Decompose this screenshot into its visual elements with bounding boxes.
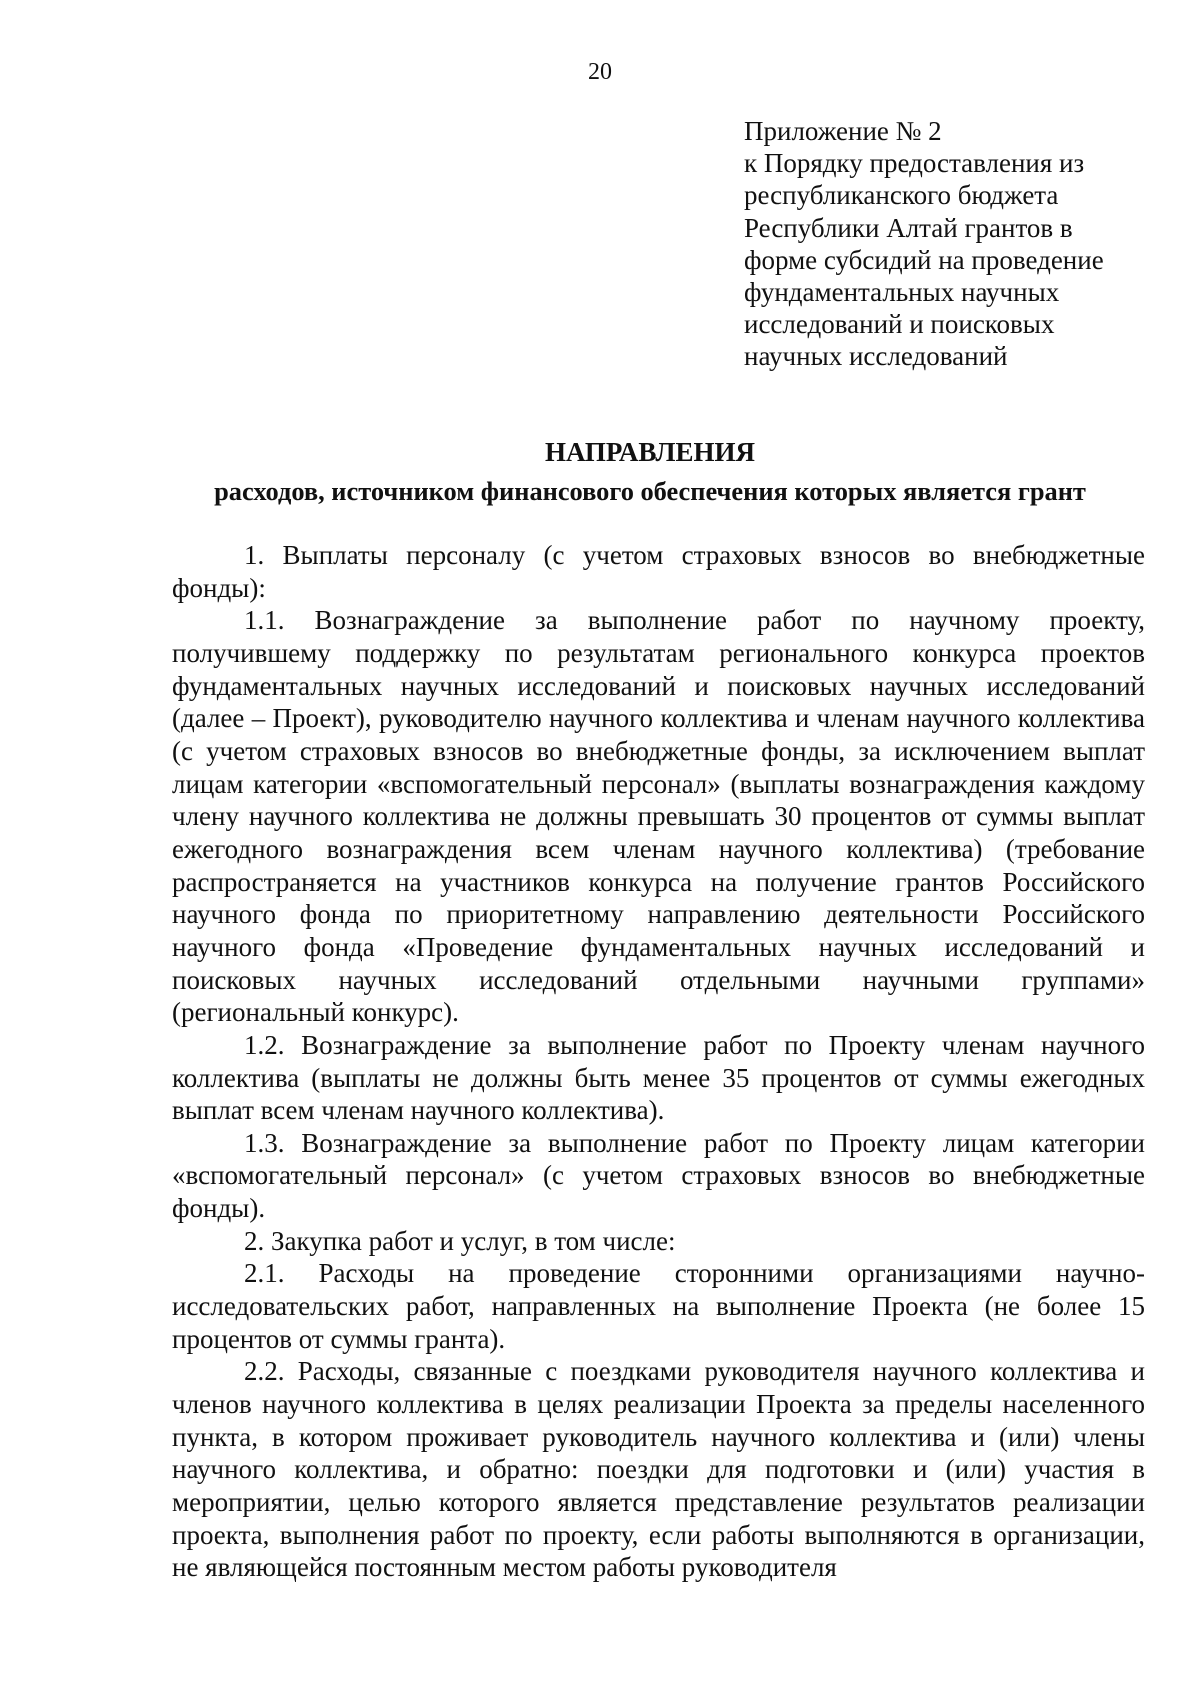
appendix-line: научных исследований: [744, 341, 1008, 372]
paragraph: 1.3. Вознаграждение за выполнение работ по Проекту лицам категории «вспомогательный персонал» (с учетом страховых взносов во внебюджетные фонды).: [172, 1127, 1145, 1224]
appendix-line: форме субсидий на проведение: [744, 244, 1104, 275]
appendix-line: к Порядку предоставления из: [744, 148, 1085, 179]
document-body: [172, 539, 1145, 1584]
paragraph: 1.2. Вознаграждение за выполнение работ по Проекту членам научного коллектива (выплаты не должны быть менее 35 процентов от суммы ежегодных выплат всем членам научного коллектива).: [172, 1029, 1145, 1126]
page-number: 20: [588, 59, 612, 85]
paragraph: 1. Выплаты персоналу (с учетом страховых взносов во внебюджетные фонды):: [172, 540, 1145, 603]
appendix-line: исследований и поисковых: [744, 309, 1055, 340]
appendix-line: республиканского бюджета: [744, 180, 1059, 211]
appendix-line: Республики Алтай грантов в: [744, 212, 1073, 243]
paragraph: 2.2. Расходы, связанные с поездками руководителя научного коллектива и членов научного коллектива в целях реализации Проекта за пределы населенного пункта, в котором проживает руководитель научного коллектива и (или) члены научного коллектива, и обратно: поездки для подготовки и (или) участия в мероприятии, целью которого является представление результатов реализации проекта, выполнения работ по проекту, если работы выполняются в организации, не являющейся постоянным местом работы руководителя: [172, 1356, 1145, 1583]
document-title: НАПРАВЛЕНИЯ: [545, 437, 755, 467]
paragraph: 2.1. Расходы на проведение сторонними организациями научно-исследовательских работ, направленных на выполнение Проекта (не более 15 процентов от суммы гранта).: [172, 1258, 1145, 1354]
appendix-reference: [744, 115, 1164, 373]
paragraph: 1.1. Вознаграждение за выполнение работ по научному проекту, получившему поддержку по результатам регионального конкурса проектов фундаментальных научных исследований и поисковых научных исследований (далее – Проект), руководителю научного коллектива и членам научного коллектива (с учетом страховых взносов во внебюджетные фонды, за исключением выплат лицам категории «вспомогательный персонал» (выплаты вознаграждения каждому члену научного коллектива не должны превышать 30 процентов от суммы выплат ежегодного вознаграждения всем членам научного коллектива) (требование распространяется на участников конкурса на получение грантов Российского научного фонда по приоритетному направлению деятельности Российского научного фонда «Проведение фундаментальных научных исследований и поисковых научных исследований отдельными научными группами» (региональный конкурс).: [172, 605, 1145, 1028]
paragraph: 2. Закупка работ и услуг, в том числе:: [244, 1225, 676, 1256]
appendix-line: фундаментальных научных: [744, 277, 1060, 308]
document-subtitle: расходов, источником финансового обеспечения которых является грант: [214, 476, 1086, 506]
appendix-line: Приложение № 2: [744, 116, 942, 146]
